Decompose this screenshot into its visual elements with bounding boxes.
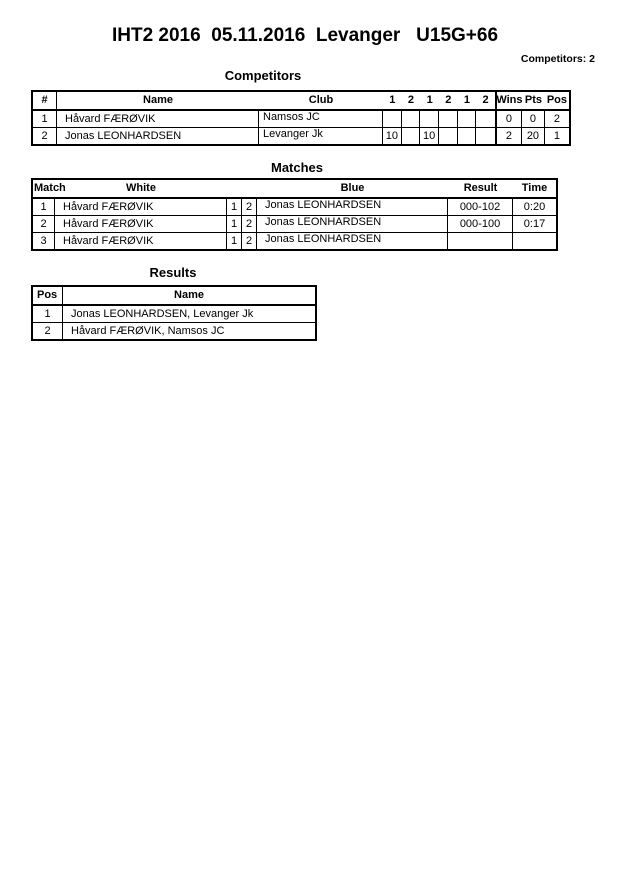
- white-score-cell: 1: [227, 233, 242, 249]
- col-header-pos: Pos: [33, 287, 63, 304]
- competitor-number: 2: [33, 128, 57, 144]
- matches-section-heading: Matches: [270, 160, 324, 175]
- results-section-heading: Results: [149, 265, 197, 280]
- results-table: [31, 285, 317, 341]
- score-cell: [476, 128, 495, 144]
- score-col-spacer: [242, 180, 257, 197]
- competitor-club: Namsos JC: [259, 111, 383, 127]
- score-cell: [458, 128, 477, 144]
- page-title: IHT2 2016 05.11.2016 Levanger U15G+66: [111, 25, 499, 46]
- score-cell: 10: [383, 128, 402, 144]
- result-pos: 1: [33, 306, 63, 322]
- col-header-club: Club: [308, 94, 334, 106]
- score-cell: [402, 128, 421, 144]
- col-header-pos: Pos: [546, 94, 568, 106]
- col-header-result: Result: [463, 182, 498, 194]
- score-cell: [402, 111, 421, 127]
- match-time: 0:17: [523, 217, 546, 230]
- competitor-wins: 2: [495, 128, 522, 144]
- blue-score-cell: 2: [242, 199, 257, 215]
- match-result: 000-100: [448, 216, 513, 232]
- score-cell: [458, 111, 477, 127]
- col-header-number: #: [33, 92, 57, 109]
- col-header-blue: Blue: [340, 182, 365, 194]
- competitor-row: [33, 127, 569, 144]
- competitors-table: [31, 90, 571, 146]
- result-name: Håvard FÆRØVIK, Namsos JC: [71, 324, 225, 337]
- result-pos: 2: [33, 323, 63, 339]
- col-header-score-1: 1: [389, 94, 396, 106]
- score-cell: [420, 111, 439, 127]
- col-header-score-4: 2: [445, 94, 452, 106]
- white-competitor-name: Håvard FÆRØVIK: [55, 216, 227, 232]
- blue-score-cell: 2: [242, 233, 257, 249]
- match-time: 0:20: [523, 200, 546, 213]
- col-header-time: Time: [521, 182, 548, 194]
- score-cell: [439, 111, 458, 127]
- white-competitor-name: Håvard FÆRØVIK: [55, 233, 227, 249]
- competitor-row: [33, 111, 569, 127]
- competitors-section-heading: Competitors: [224, 68, 302, 83]
- col-header-pts: Pts: [524, 94, 542, 106]
- col-header-score-3: 1: [426, 94, 433, 106]
- col-header-match: Match: [34, 182, 66, 194]
- col-header-wins: Wins: [495, 92, 522, 109]
- match-time: [513, 233, 556, 249]
- result-name: Jonas LEONHARDSEN, Levanger Jk: [71, 307, 254, 320]
- blue-competitor-name: Jonas LEONHARDSEN: [257, 216, 448, 232]
- match-number: 2: [33, 216, 55, 232]
- match-result: [448, 233, 513, 249]
- score-cell: [439, 128, 458, 144]
- competitor-name: Håvard FÆRØVIK: [57, 111, 259, 127]
- blue-score-cell: 2: [242, 216, 257, 232]
- match-result: 000-102: [448, 199, 513, 215]
- match-row: [33, 232, 556, 249]
- blue-competitor-name: Jonas LEONHARDSEN: [257, 199, 448, 215]
- competitors-header-row: [33, 92, 569, 111]
- white-score-cell: 1: [227, 216, 242, 232]
- competitor-number: 1: [33, 111, 57, 127]
- competitor-wins: 0: [495, 111, 522, 127]
- col-header-score-2: 2: [407, 94, 415, 106]
- col-header-name: Name: [143, 94, 173, 106]
- competitor-name: Jonas LEONHARDSEN: [57, 128, 259, 144]
- competitor-club: Levanger Jk: [259, 128, 383, 144]
- result-row: [33, 322, 315, 339]
- score-cell: [476, 111, 495, 127]
- match-row: [33, 215, 556, 232]
- match-number: 1: [33, 199, 55, 215]
- match-row: [33, 199, 556, 215]
- competitor-pos: 2: [553, 112, 560, 125]
- blue-competitor-name: Jonas LEONHARDSEN: [257, 233, 448, 249]
- score-cell: [383, 111, 402, 127]
- result-row: [33, 306, 315, 322]
- match-number: 3: [33, 233, 55, 249]
- col-header-score-6: 2: [482, 94, 489, 106]
- matches-table: [31, 178, 558, 251]
- score-cell: 10: [420, 128, 439, 144]
- white-score-cell: 1: [227, 199, 242, 215]
- col-header-name: Name: [174, 289, 204, 301]
- col-header-white: White: [126, 182, 156, 194]
- competitor-pts: 20: [522, 128, 545, 144]
- col-header-score-5: 1: [463, 94, 471, 106]
- matches-header-row: [33, 180, 556, 199]
- results-header-row: [33, 287, 315, 306]
- competitor-pts: 0: [522, 111, 545, 127]
- score-col-spacer: [227, 180, 242, 197]
- competitors-count-label: Competitors: 2: [520, 53, 595, 65]
- white-competitor-name: Håvard FÆRØVIK: [55, 199, 227, 215]
- competitor-pos: 1: [553, 129, 560, 142]
